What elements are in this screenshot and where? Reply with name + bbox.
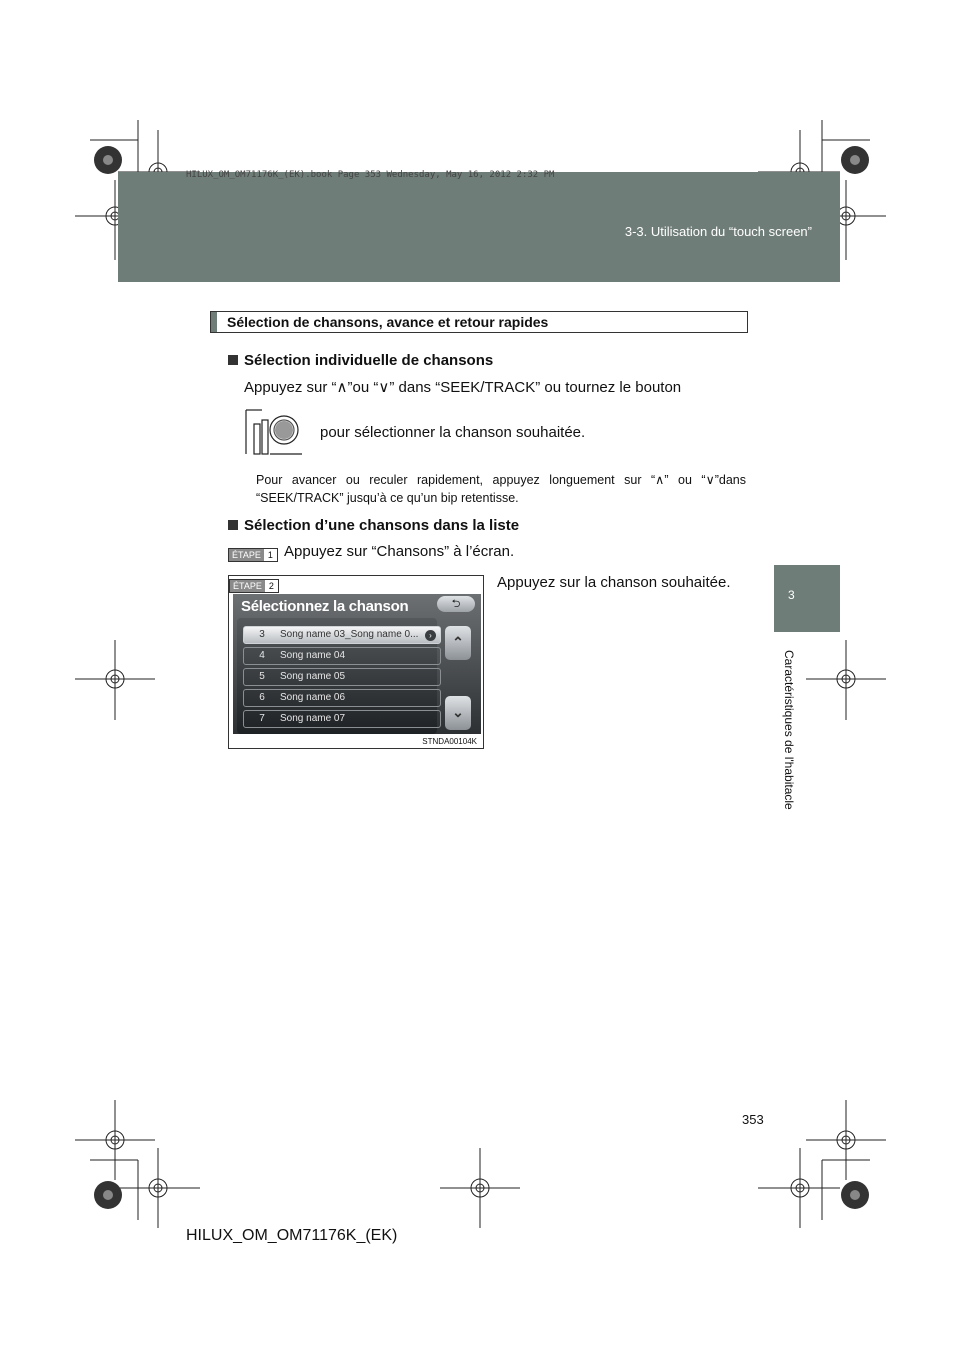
- section-header-bar: [211, 312, 217, 332]
- song-row[interactable]: [243, 668, 441, 686]
- print-stamp: HILUX_OM_OM71176K_(EK).book Page 353 Wednesday, May 16, 2012 2:32 PM: [186, 170, 555, 180]
- song-number: 5: [259, 671, 265, 682]
- screen-title: Sélectionnez la chanson: [241, 598, 409, 615]
- song-name: Song name 06: [280, 692, 346, 703]
- touch-screen: [233, 594, 481, 734]
- chevron-right-icon: ›: [425, 630, 436, 641]
- song-number: 3: [259, 629, 265, 640]
- instruction-line2: pour sélectionner la chanson souhaitée.: [320, 424, 586, 441]
- step2-number: 2: [265, 580, 278, 592]
- song-row[interactable]: [243, 710, 441, 728]
- double-chevron-down-icon: ⌄: [452, 704, 464, 720]
- subheading-individual-text: Sélection individuelle de chansons: [244, 352, 494, 369]
- side-tab: [774, 565, 840, 632]
- instruction-line1: Appuyez sur “∧”ou “∨” dans “SEEK/TRACK” ou tournez le bouton: [244, 379, 682, 396]
- back-arrow-icon: ⮌: [451, 598, 461, 610]
- step2-label: ÉTAPE: [230, 580, 265, 592]
- screen-illustration: [228, 575, 484, 749]
- song-name: Song name 04: [280, 650, 346, 661]
- bullet-square-icon: [228, 355, 238, 365]
- song-row[interactable]: [243, 647, 441, 665]
- side-tab-label: Caractéristiques de l'habitacle: [782, 650, 796, 810]
- song-name: Song name 07: [280, 713, 346, 724]
- song-name: Song name 05: [280, 671, 346, 682]
- section-header: [210, 311, 748, 333]
- footer-code: HILUX_OM_OM71176K_(EK): [186, 1227, 398, 1244]
- step2-text: Appuyez sur la chanson souhaitée.: [497, 574, 731, 591]
- song-row[interactable]: [243, 689, 441, 707]
- scroll-down-button[interactable]: [445, 696, 471, 730]
- song-number: 7: [259, 713, 265, 724]
- step1-badge: [228, 545, 278, 563]
- step1-text: Appuyez sur “Chansons” à l’écran.: [284, 543, 515, 560]
- page-number: 353: [742, 1112, 764, 1127]
- song-number: 4: [259, 650, 265, 661]
- song-row[interactable]: [243, 626, 441, 644]
- back-button[interactable]: [437, 596, 475, 612]
- subheading-individual: [228, 352, 493, 369]
- side-tab-number: 3: [788, 588, 795, 602]
- step2-badge: [229, 576, 279, 594]
- step1-label: ÉTAPE: [229, 549, 264, 561]
- double-chevron-up-icon: ⌃: [452, 634, 464, 650]
- song-number: 6: [259, 692, 265, 703]
- subheading-list-text: Sélection d’une chansons dans la liste: [244, 517, 520, 534]
- step1-number: 1: [264, 549, 277, 561]
- scroll-up-button[interactable]: [445, 626, 471, 660]
- illustration-code: STNDA00104K: [422, 737, 477, 746]
- rotary-knob-icon: [244, 404, 304, 460]
- song-name: Song name 03_Song name 0...: [280, 629, 419, 640]
- section-title: Sélection de chansons, avance et retour rapides: [227, 314, 549, 330]
- header-section-title: 3-3. Utilisation du “touch screen”: [624, 224, 812, 239]
- bullet-square-icon: [228, 520, 238, 530]
- fast-forward-note: Pour avancer ou reculer rapidement, appuyez longuement sur “∧” ou “∨”dans “SEEK/TRACK” jusqu’à ce qu’un bip retentisse.: [256, 473, 746, 505]
- subheading-list: [228, 517, 519, 534]
